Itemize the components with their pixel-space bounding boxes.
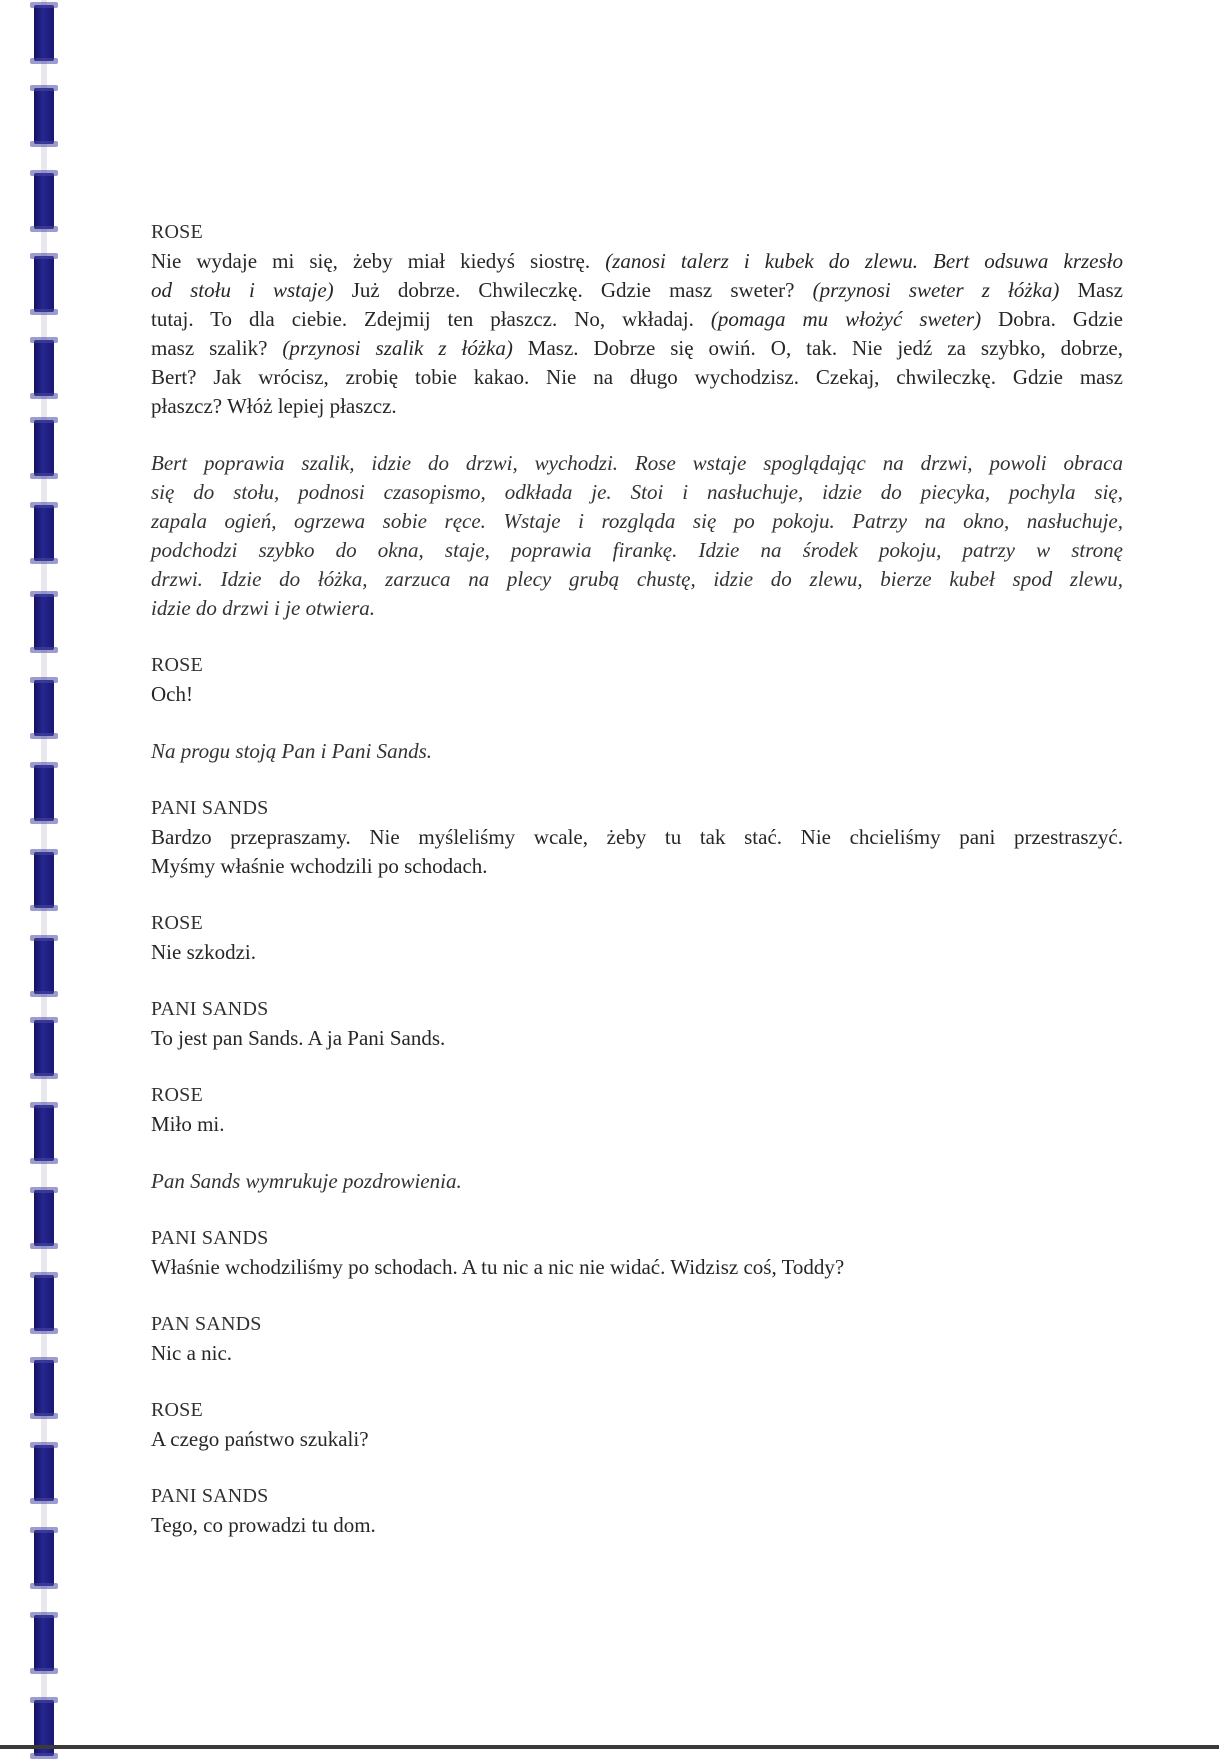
dialogue-text: Bert? Jak wrócisz, zrobię tobie kakao. Nie na długo wychodzisz. Czekaj, chwileczkę. Gdzie masz <box>151 365 1123 389</box>
binding-ring <box>34 1105 54 1161</box>
dialogue-block <box>151 1310 1123 1368</box>
dialogue-block <box>151 1396 1123 1454</box>
binding-ring <box>34 340 54 396</box>
binding-ring <box>34 1360 54 1416</box>
stage-direction-line: Pan Sands wymrukuje pozdrowienia. <box>151 1169 462 1193</box>
dialogue-block <box>151 1081 1123 1139</box>
dialogue-block <box>151 218 1123 421</box>
dialogue-block <box>151 651 1123 709</box>
dialogue-block <box>151 1482 1123 1540</box>
binding-ring <box>34 256 54 312</box>
binding-ring <box>34 1445 54 1501</box>
dialogue-text: Och! <box>151 682 193 706</box>
speaker-name: PANI SANDS <box>151 1485 269 1507</box>
binding-ring <box>34 5 54 61</box>
stage-direction-line: się do stołu, podnosi czasopismo, odkłada je. Stoi i nasłuchuje, idzie do piecyka, pochyla się, <box>151 480 1123 504</box>
speaker-name: ROSE <box>151 912 203 934</box>
binding-ring <box>34 594 54 650</box>
speaker-name: ROSE <box>151 221 203 243</box>
dialogue-text: Nie wydaje mi się, żeby miał kiedyś siostrę. <box>151 249 606 273</box>
dialogue-text: To jest pan Sands. A ja Pani Sands. <box>151 1026 446 1050</box>
dialogue-block <box>151 995 1123 1053</box>
speaker-name: PANI SANDS <box>151 998 269 1020</box>
stage-direction-line: zapala ogień, ogrzewa sobie ręce. Wstaje i rozgląda się po pokoju. Patrzy na okno, nasłuchuje, <box>151 509 1123 533</box>
dialogue-text: Bardzo przepraszamy. Nie myśleliśmy wcale, żeby tu tak stać. Nie chcieliśmy pani przestraszyć. <box>151 825 1123 849</box>
dialogue-text: Myśmy właśnie wchodzili po schodach. <box>151 854 488 878</box>
dialogue-text: A czego państwo szukali? <box>151 1427 369 1451</box>
dialogue-line <box>151 334 1123 363</box>
binding-ring <box>34 505 54 561</box>
speaker-name: ROSE <box>151 1084 203 1106</box>
binding-ring <box>34 938 54 994</box>
dialogue-text: Właśnie wchodziliśmy po schodach. A tu nic a nic nie widać. Widzisz coś, Toddy? <box>151 1255 845 1279</box>
dialogue-text: płaszcz? Włóż lepiej płaszcz. <box>151 394 397 418</box>
stage-direction-line: Na progu stoją Pan i Pani Sands. <box>151 739 432 763</box>
stage-direction <box>151 737 1123 766</box>
script-page <box>151 218 1123 1568</box>
dialogue-line <box>151 1110 1123 1139</box>
dialogue-text: Dobra. Gdzie <box>981 307 1123 331</box>
dialogue-line <box>151 938 1123 967</box>
spiral-binding <box>0 0 70 1749</box>
dialogue-line <box>151 1339 1123 1368</box>
dialogue-line <box>151 1511 1123 1540</box>
dialogue-text: tutaj. To dla ciebie. Zdejmij ten płaszcz. No, wkładaj. <box>151 307 711 331</box>
binding-ring <box>34 1615 54 1671</box>
binding-ring <box>34 680 54 736</box>
binding-ring <box>34 852 54 908</box>
dialogue-text: Nie szkodzi. <box>151 940 256 964</box>
binding-ring <box>34 1530 54 1586</box>
stage-direction-inline: (przynosi szalik z łóżka) <box>282 336 513 360</box>
dialogue-line <box>151 363 1123 392</box>
dialogue-text: Miło mi. <box>151 1112 225 1136</box>
dialogue-line <box>151 305 1123 334</box>
stage-direction <box>151 1167 1123 1196</box>
dialogue-line <box>151 823 1123 852</box>
dialogue-line <box>151 1024 1123 1053</box>
binding-ring <box>34 1275 54 1331</box>
dialogue-line <box>151 852 1123 881</box>
page-bottom-edge <box>0 1745 1219 1749</box>
speaker-name: ROSE <box>151 654 203 676</box>
dialogue-text: Masz <box>1059 278 1123 302</box>
dialogue-text: Nic a nic. <box>151 1341 233 1365</box>
stage-direction-line: Bert poprawia szalik, idzie do drzwi, wychodzi. Rose wstaje spoglądając na drzwi, powoli obraca <box>151 451 1123 475</box>
binding-ring <box>34 765 54 821</box>
dialogue-text: masz szalik? <box>151 336 283 360</box>
dialogue-line <box>151 392 1123 421</box>
binding-ring <box>34 420 54 476</box>
dialogue-line <box>151 276 1123 305</box>
speaker-name: PANI SANDS <box>151 1227 269 1249</box>
dialogue-block <box>151 794 1123 881</box>
dialogue-text: Już dobrze. Chwileczkę. Gdzie masz sweter? <box>333 278 813 302</box>
dialogue-line <box>151 1425 1123 1454</box>
dialogue-line <box>151 680 1123 709</box>
dialogue-line <box>151 1253 1123 1282</box>
stage-direction <box>151 449 1123 623</box>
dialogue-text: Masz. Dobrze się owiń. O, tak. Nie jedź za szybko, dobrze, <box>512 336 1123 360</box>
stage-direction-inline: (pomaga mu włożyć sweter) <box>710 307 982 331</box>
stage-direction-line: drzwi. Idzie do łóżka, zarzuca na plecy grubą chustę, idzie do zlewu, bierze kubeł spod zlewu, <box>151 567 1123 591</box>
dialogue-line <box>151 247 1123 276</box>
dialogue-block <box>151 909 1123 967</box>
speaker-name: PAN SANDS <box>151 1313 262 1335</box>
stage-direction-inline: (zanosi talerz i kubek do zlewu. Bert odsuwa krzesło <box>605 249 1123 273</box>
binding-ring <box>34 1190 54 1246</box>
binding-ring <box>34 173 54 229</box>
stage-direction-line: idzie do drzwi i je otwiera. <box>151 596 376 620</box>
speaker-name: ROSE <box>151 1399 203 1421</box>
dialogue-text: Tego, co prowadzi tu dom. <box>151 1513 376 1537</box>
stage-direction-inline: (przynosi sweter z łóżka) <box>812 278 1060 302</box>
dialogue-block <box>151 1224 1123 1282</box>
binding-ring <box>34 1020 54 1076</box>
speaker-name: PANI SANDS <box>151 797 269 819</box>
stage-direction-inline: od stołu i wstaje) <box>151 278 334 302</box>
binding-ring <box>34 88 54 144</box>
stage-direction-line: podchodzi szybko do okna, staje, poprawia firankę. Idzie na środek pokoju, patrzy w stronę <box>151 538 1123 562</box>
